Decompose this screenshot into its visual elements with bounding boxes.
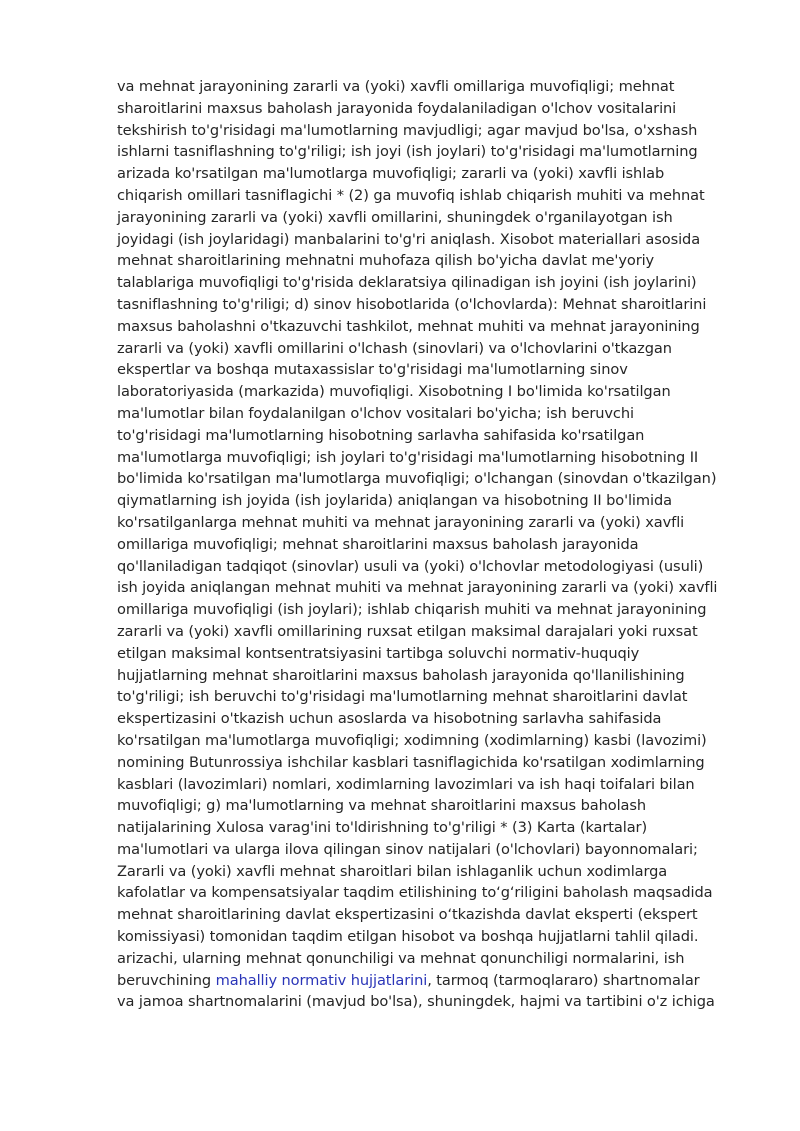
text-line: etilgan maksimal kontsentratsiyasini tartibga soluvchi normativ-huquqiy: [117, 644, 640, 662]
text-line: hujjatlarning mehnat sharoitlarini maxsus baholash jarayonida qo'llanilishining: [117, 666, 685, 684]
text-line: komissiyasi) tomonidan taqdim etilgan hisobot va boshqa hujjatlarni tahlil qiladi.: [117, 928, 699, 946]
text-line: sharoitlarini maxsus baholash jarayonida foydalaniladigan o'lchov vositalarini: [117, 99, 677, 117]
local-normative-documents-link[interactable]: mahalliy normativ hujjatlarini: [215, 971, 428, 989]
text-line: va jamoa shartnomalarini (mavjud bo'lsa), shuningdek, hajmi va tartibini o'z ichiga: [117, 993, 715, 1011]
text-line: zararli va (yoki) xavfli omillarining ruxsat etilgan maksimal darajalari yoki ruxsat: [117, 622, 698, 640]
text-line: qiymatlarning ish joyida (ish joylarida) aniqlangan va hisobotning II bo'limida: [117, 492, 672, 510]
text-line: laboratoriyasida (markazida) muvofiqligi. Xisobotning I bo'limida ko'rsatilgan: [117, 383, 671, 401]
text-line: nomining Butunrossiya ishchilar kasblari tasniflagichida ko'rsatilgan xodimlarning: [117, 753, 705, 771]
text-line: Zararli va (yoki) xavfli mehnat sharoitlari bilan ishlaganlik uchun xodimlarga: [117, 862, 668, 880]
text-line: ma'lumotlar bilan foydalanilgan o'lchov vositalari bo'yicha; ish beruvchi: [117, 404, 634, 422]
text-line: [117, 970, 742, 992]
text-line: chiqarish omillari tasniflagichi * (2) ga muvofiq ishlab chiqarish muhiti va mehnat: [117, 186, 705, 204]
text-line: ma'lumotlari va ularga ilova qilingan sinov natijalari (o'lchovlari) bayonnomalari;: [117, 840, 698, 858]
text-line: maxsus baholashni o'tkazuvchi tashkilot, mehnat muhiti va mehnat jarayonining: [117, 317, 700, 335]
text-line: bo'limida ko'rsatilgan ma'lumotlarga muvofiqligi; o'lchangan (sinovdan o'tkazilgan): [117, 470, 717, 488]
text-line: ishlarni tasniflashning to'g'riligi; ish joyi (ish joylari) to'g'risidagi ma'lumotlarning: [117, 143, 698, 161]
text-line: muvofiqligi; g) ma'lumotlarning va mehnat sharoitlarini maxsus baholash: [117, 797, 647, 815]
paragraph: [117, 76, 742, 970]
text-fragment: , tarmoq (tarmoqlararo) shartnomalar: [427, 971, 700, 989]
text-line: ekspertlar va boshqa mutaxassislar to'g'risidagi ma'lumotlarning sinov: [117, 361, 628, 379]
text-line: kafolatlar va kompensatsiyalar taqdim etilishining to‘g‘riligini baholash maqsadida: [117, 884, 713, 902]
text-line: arizada ko'rsatilgan ma'lumotlarga muvofiqligi; zararli va (yoki) xavfli ishlab: [117, 165, 665, 183]
text-line: tasniflashning to'g'riligi; d) sinov hisobotlarida (o'lchovlarda): Mehnat sharoitlarini: [117, 295, 707, 313]
text-line: natijalarining Xulosa varag'ini to'ldirishning to'g'riligi * (3) Karta (kartalar): [117, 819, 648, 837]
text-line: kasblari (lavozimlari) nomlari, xodimlarning lavozimlari va ish haqi toifalari bilan: [117, 775, 695, 793]
text-line: talablariga muvofiqligi to'g'risida deklaratsiya qilinadigan ish joyini (ish joylarini): [117, 274, 697, 292]
text-line: va mehnat jarayonining zararli va (yoki) xavfli omillariga muvofiqligi; mehnat: [117, 78, 675, 95]
text-line: arizachi, ularning mehnat qonunchiligi va mehnat qonunchiligi normalarini, ish: [117, 949, 685, 967]
text-line: ma'lumotlarga muvofiqligi; ish joylari to'g'risidagi ma'lumotlarning hisobotning II: [117, 448, 699, 466]
text-line: to'g'riligi; ish beruvchi to'g'risidagi ma'lumotlarning mehnat sharoitlarini davlat: [117, 688, 688, 706]
text-line: ish joyida aniqlangan mehnat muhiti va mehnat jarayonining zararli va (yoki) xavfli: [117, 579, 718, 597]
text-line: jarayonining zararli va (yoki) xavfli omillarini, shuningdek o'rganilayotgan ish: [117, 208, 673, 226]
text-line: mehnat sharoitlarining mehnatni muhofaza qilish bo'yicha davlat me'yoriy: [117, 252, 655, 270]
text-line: omillariga muvofiqligi; mehnat sharoitlarini maxsus baholash jarayonida: [117, 535, 639, 553]
text-line: mehnat sharoitlarining davlat ekspertizasini o‘tkazishda davlat eksperti (ekspert: [117, 906, 698, 924]
text-line: ko'rsatilgan ma'lumotlarga muvofiqligi; xodimning (xodimlarning) kasbi (lavozimi): [117, 731, 707, 749]
text-line: omillariga muvofiqligi (ish joylari); ishlab chiqarish muhiti va mehnat jarayonining: [117, 601, 707, 619]
text-line: zararli va (yoki) xavfli omillarini o'lchash (sinovlari) va o'lchovlarini o'tkazgan: [117, 339, 672, 357]
text-fragment: beruvchining: [117, 971, 216, 989]
document-body: [117, 76, 742, 1013]
text-line: ekspertizasini o'tkazish uchun asoslarda va hisobotning sarlavha sahifasida: [117, 710, 662, 728]
text-line: ko'rsatilganlarga mehnat muhiti va mehnat jarayonining zararli va (yoki) xavfli: [117, 513, 685, 531]
text-line: joyidagi (ish joylaridagi) manbalarini to'g'ri aniqlash. Xisobot materiallari asosida: [117, 230, 701, 248]
text-line: qo'llaniladigan tadqiqot (sinovlar) usuli va (yoki) o'lchovlar metodologiyasi (usuli): [117, 557, 704, 575]
text-line: to'g'risidagi ma'lumotlarning hisobotning sarlavha sahifasida ko'rsatilgan: [117, 426, 645, 444]
text-line: tekshirish to'g'risidagi ma'lumotlarning mavjudligi; agar mavjud bo'lsa, o'xshash: [117, 121, 698, 139]
